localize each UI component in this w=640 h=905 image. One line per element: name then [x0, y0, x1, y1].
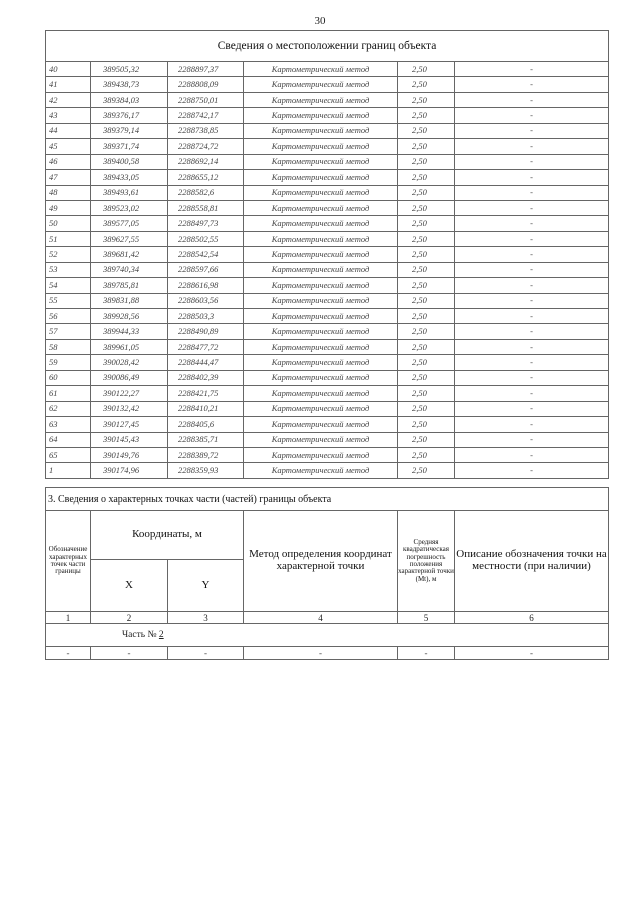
coord-x: 390028,42 — [91, 355, 168, 370]
coord-y: 2288477,72 — [168, 339, 244, 354]
coord-x: 389831,88 — [91, 293, 168, 308]
point-number: 65 — [46, 447, 91, 462]
table-row — [46, 170, 609, 185]
page-number: 30 — [314, 15, 326, 27]
method-cell: Картометрический метод — [244, 432, 398, 447]
point-number: 42 — [46, 92, 91, 107]
column-number: 4 — [244, 612, 398, 624]
accuracy-cell: 2,50 — [398, 216, 455, 231]
header-x: X — [91, 560, 168, 612]
method-cell: Картометрический метод — [244, 231, 398, 246]
description-cell: - — [455, 386, 609, 401]
accuracy-cell: 2,50 — [398, 200, 455, 215]
coord-x: 390122,27 — [91, 386, 168, 401]
table-row — [46, 62, 609, 77]
description-cell: - — [455, 339, 609, 354]
coord-x: 389400,58 — [91, 154, 168, 169]
empty-cell: - — [398, 647, 455, 660]
method-cell: Картометрический метод — [244, 293, 398, 308]
table-row — [46, 262, 609, 277]
method-cell: Картометрический метод — [244, 401, 398, 416]
accuracy-cell: 2,50 — [398, 262, 455, 277]
coord-x: 389740,34 — [91, 262, 168, 277]
coord-y: 2288603,56 — [168, 293, 244, 308]
coord-x: 389371,74 — [91, 139, 168, 154]
description-cell: - — [455, 185, 609, 200]
column-number: 3 — [168, 612, 244, 624]
coord-y: 2288597,66 — [168, 262, 244, 277]
accuracy-cell: 2,50 — [398, 401, 455, 416]
accuracy-cell: 2,50 — [398, 293, 455, 308]
part-row — [46, 624, 609, 647]
table-row — [46, 278, 609, 293]
point-number: 50 — [46, 216, 91, 231]
point-number: 60 — [46, 370, 91, 385]
description-cell: - — [455, 278, 609, 293]
method-cell: Картометрический метод — [244, 247, 398, 262]
point-number: 49 — [46, 200, 91, 215]
header-accuracy: Средняя квадратическая погрешность положения характерной точки (Mt), м — [398, 511, 455, 612]
table-row — [46, 200, 609, 215]
accuracy-cell: 2,50 — [398, 278, 455, 293]
coord-y: 2288616,98 — [168, 278, 244, 293]
coord-y: 2288402,39 — [168, 370, 244, 385]
section3-title: 3. Сведения о характерных точках части (частей) границы объекта — [46, 488, 609, 511]
description-cell: - — [455, 432, 609, 447]
table-row — [46, 293, 609, 308]
empty-cell: - — [46, 647, 91, 660]
table-row — [46, 231, 609, 246]
accuracy-cell: 2,50 — [398, 154, 455, 169]
accuracy-cell: 2,50 — [398, 309, 455, 324]
description-cell: - — [455, 92, 609, 107]
accuracy-cell: 2,50 — [398, 370, 455, 385]
coord-y: 2288738,85 — [168, 123, 244, 138]
point-number: 46 — [46, 154, 91, 169]
coord-x: 389627,55 — [91, 231, 168, 246]
table-row — [46, 355, 609, 370]
header-coordinates: Координаты, м — [91, 511, 244, 560]
description-cell: - — [455, 293, 609, 308]
point-number: 48 — [46, 185, 91, 200]
description-cell: - — [455, 170, 609, 185]
description-cell: - — [455, 200, 609, 215]
coord-x: 390149,76 — [91, 447, 168, 462]
point-number: 58 — [46, 339, 91, 354]
coord-y: 2288410,21 — [168, 401, 244, 416]
accuracy-cell: 2,50 — [398, 432, 455, 447]
coord-x: 389961,05 — [91, 339, 168, 354]
accuracy-cell: 2,50 — [398, 139, 455, 154]
coord-y: 2288692,14 — [168, 154, 244, 169]
method-cell: Картометрический метод — [244, 170, 398, 185]
table-row — [46, 401, 609, 416]
coord-y: 2288502,55 — [168, 231, 244, 246]
accuracy-cell: 2,50 — [398, 231, 455, 246]
coord-y: 2288405,6 — [168, 417, 244, 432]
accuracy-cell: 2,50 — [398, 247, 455, 262]
point-number: 62 — [46, 401, 91, 416]
coord-x: 389438,73 — [91, 77, 168, 92]
method-cell: Картометрический метод — [244, 154, 398, 169]
section3-table — [45, 487, 609, 660]
accuracy-cell: 2,50 — [398, 463, 455, 478]
coord-x: 390174,96 — [91, 463, 168, 478]
point-number: 45 — [46, 139, 91, 154]
column-number: 2 — [91, 612, 168, 624]
coord-y: 2288542,54 — [168, 247, 244, 262]
description-cell: - — [455, 123, 609, 138]
description-cell: - — [455, 401, 609, 416]
table-row — [46, 324, 609, 339]
coord-x: 390145,43 — [91, 432, 168, 447]
method-cell: Картометрический метод — [244, 355, 398, 370]
coord-x: 390127,45 — [91, 417, 168, 432]
point-number: 44 — [46, 123, 91, 138]
table-row — [46, 108, 609, 123]
table-row — [46, 386, 609, 401]
point-number: 1 — [46, 463, 91, 478]
coord-y: 2288421,75 — [168, 386, 244, 401]
description-cell: - — [455, 231, 609, 246]
description-cell: - — [455, 262, 609, 277]
point-number: 59 — [46, 355, 91, 370]
header-point-designation: Обозначение характерных точек части границы — [46, 511, 91, 612]
coord-y: 2288490,89 — [168, 324, 244, 339]
coord-x: 389505,32 — [91, 62, 168, 77]
coord-x: 389384,03 — [91, 92, 168, 107]
coord-y: 2288359,93 — [168, 463, 244, 478]
method-cell: Картометрический метод — [244, 92, 398, 107]
accuracy-cell: 2,50 — [398, 355, 455, 370]
accuracy-cell: 2,50 — [398, 339, 455, 354]
accuracy-cell: 2,50 — [398, 123, 455, 138]
table-row — [46, 139, 609, 154]
description-cell: - — [455, 417, 609, 432]
header-description: Описание обозначения точки на местности (при наличии) — [455, 511, 609, 612]
description-cell: - — [455, 447, 609, 462]
method-cell: Картометрический метод — [244, 417, 398, 432]
coord-y: 2288808,09 — [168, 77, 244, 92]
empty-cell: - — [244, 647, 398, 660]
description-cell: - — [455, 108, 609, 123]
coord-y: 2288503,3 — [168, 309, 244, 324]
method-cell: Картометрический метод — [244, 339, 398, 354]
accuracy-cell: 2,50 — [398, 170, 455, 185]
coord-y: 2288582,6 — [168, 185, 244, 200]
coord-x: 389523,02 — [91, 200, 168, 215]
coord-x: 389928,56 — [91, 309, 168, 324]
point-number: 43 — [46, 108, 91, 123]
table-row — [46, 309, 609, 324]
point-number: 55 — [46, 293, 91, 308]
point-number: 53 — [46, 262, 91, 277]
coord-x: 390132,42 — [91, 401, 168, 416]
coord-x: 389493,61 — [91, 185, 168, 200]
table-row — [46, 463, 609, 478]
coord-x: 389681,42 — [91, 247, 168, 262]
table-row — [46, 154, 609, 169]
table-row — [46, 247, 609, 262]
method-cell: Картометрический метод — [244, 370, 398, 385]
coord-y: 2288385,71 — [168, 432, 244, 447]
table-row — [46, 432, 609, 447]
section2-title: Сведения о местоположении границ объекта — [46, 31, 609, 62]
coord-x: 389379,14 — [91, 123, 168, 138]
description-cell: - — [455, 355, 609, 370]
table-row — [46, 77, 609, 92]
column-number: 6 — [455, 612, 609, 624]
point-number: 40 — [46, 62, 91, 77]
method-cell: Картометрический метод — [244, 262, 398, 277]
description-cell: - — [455, 309, 609, 324]
part-number: 2 — [158, 630, 164, 640]
description-cell: - — [455, 247, 609, 262]
accuracy-cell: 2,50 — [398, 324, 455, 339]
method-cell: Картометрический метод — [244, 108, 398, 123]
table-row — [46, 216, 609, 231]
coord-y: 2288724,72 — [168, 139, 244, 154]
method-cell: Картометрический метод — [244, 139, 398, 154]
accuracy-cell: 2,50 — [398, 77, 455, 92]
description-cell: - — [455, 370, 609, 385]
description-cell: - — [455, 139, 609, 154]
table-row — [46, 370, 609, 385]
point-number: 63 — [46, 417, 91, 432]
description-cell: - — [455, 463, 609, 478]
coord-y: 2288750,01 — [168, 92, 244, 107]
empty-cell: - — [455, 647, 609, 660]
accuracy-cell: 2,50 — [398, 108, 455, 123]
table-row — [46, 417, 609, 432]
coord-x: 389433,05 — [91, 170, 168, 185]
coord-y: 2288742,17 — [168, 108, 244, 123]
accuracy-cell: 2,50 — [398, 386, 455, 401]
coord-x: 389376,17 — [91, 108, 168, 123]
point-number: 51 — [46, 231, 91, 246]
method-cell: Картометрический метод — [244, 200, 398, 215]
method-cell: Картометрический метод — [244, 324, 398, 339]
column-number: 5 — [398, 612, 455, 624]
point-number: 61 — [46, 386, 91, 401]
point-number: 56 — [46, 309, 91, 324]
method-cell: Картометрический метод — [244, 123, 398, 138]
method-cell: Картометрический метод — [244, 386, 398, 401]
table-row — [46, 123, 609, 138]
coord-y: 2288897,37 — [168, 62, 244, 77]
method-cell: Картометрический метод — [244, 62, 398, 77]
description-cell: - — [455, 62, 609, 77]
description-cell: - — [455, 154, 609, 169]
method-cell: Картометрический метод — [244, 447, 398, 462]
coord-x: 390086,49 — [91, 370, 168, 385]
header-y: Y — [168, 560, 244, 612]
table-row — [46, 339, 609, 354]
coord-y: 2288497,73 — [168, 216, 244, 231]
method-cell: Картометрический метод — [244, 77, 398, 92]
table-row — [46, 185, 609, 200]
coord-y: 2288444,47 — [168, 355, 244, 370]
accuracy-cell: 2,50 — [398, 92, 455, 107]
description-cell: - — [455, 216, 609, 231]
coord-y: 2288389,72 — [168, 447, 244, 462]
point-number: 54 — [46, 278, 91, 293]
description-cell: - — [455, 77, 609, 92]
header-method: Метод определения координат характерной точки — [244, 511, 398, 612]
point-number: 64 — [46, 432, 91, 447]
empty-cell: - — [168, 647, 244, 660]
method-cell: Картометрический метод — [244, 309, 398, 324]
part-label: Часть № — [122, 630, 157, 640]
accuracy-cell: 2,50 — [398, 417, 455, 432]
coord-x: 389944,33 — [91, 324, 168, 339]
method-cell: Картометрический метод — [244, 463, 398, 478]
accuracy-cell: 2,50 — [398, 185, 455, 200]
coord-x: 389785,81 — [91, 278, 168, 293]
method-cell: Картометрический метод — [244, 185, 398, 200]
column-number: 1 — [46, 612, 91, 624]
point-number: 41 — [46, 77, 91, 92]
boundary-points-table — [45, 30, 609, 479]
table-row — [46, 92, 609, 107]
coord-y: 2288558,81 — [168, 200, 244, 215]
method-cell: Картометрический метод — [244, 278, 398, 293]
coord-x: 389577,05 — [91, 216, 168, 231]
point-number: 47 — [46, 170, 91, 185]
coord-y: 2288655,12 — [168, 170, 244, 185]
table-row — [46, 447, 609, 462]
accuracy-cell: 2,50 — [398, 447, 455, 462]
accuracy-cell: 2,50 — [398, 62, 455, 77]
empty-cell: - — [91, 647, 168, 660]
method-cell: Картометрический метод — [244, 216, 398, 231]
point-number: 57 — [46, 324, 91, 339]
point-number: 52 — [46, 247, 91, 262]
description-cell: - — [455, 324, 609, 339]
